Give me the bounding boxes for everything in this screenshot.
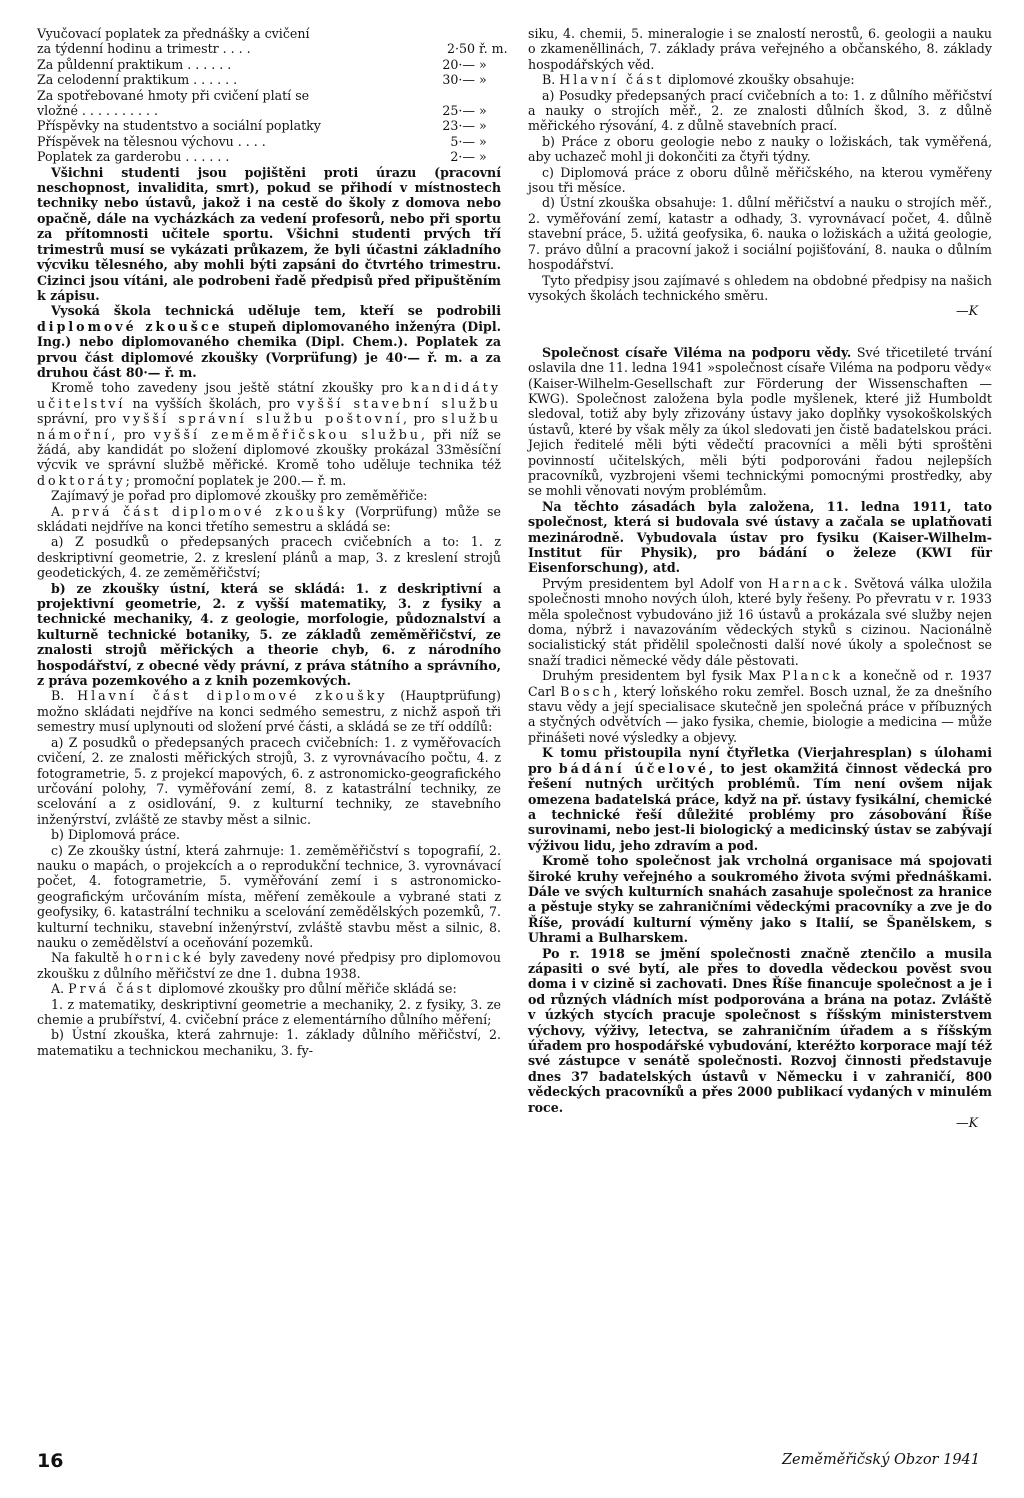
kwg-paragraph-5: K tomu přistoupila nyní čtyřletka (Vierjahresplan) s úlohami pro bádání účelové, to jest okamžitá činnost vědecká pro řešení nutných určitých problémů. Tím není ovšem nijak omezena badatelská práce, když na př. ústavy fysikální, chemické a technické řeší důležité problémy pro zásobování Říše surovinami, nebo jest-li biologický a medicinský ústav se zabývají výživou lidu, jeho zdravím a pod. (528, 745, 992, 853)
mining-part-a-items: 1. z matematiky, deskriptivní geometrie a mechaniky, 2. z fysiky, 3. ze chemie a prubířství, 4. cvičební práce z elementárního důlního měření; (37, 996, 501, 1027)
part-b-item-b: b) Diplomová práce. (51, 827, 181, 843)
mining-part-a-heading: A. Prvá část diplomové zkoušky pro důlní měřiče skládá se: (51, 981, 457, 997)
fee-row: Příspěvek na tělesnou výchovu . . . . 5·— » (37, 133, 487, 149)
fee-row: Za půldenní praktikum . . . . . . 20·— » (37, 56, 487, 72)
continued-text: siku, 4. chemii, 5. mineralogie i se znalostí nerostů, 6. geologii a nauku o zkameněllinách, 7. základy práva veřejného a občanského, 8. základy hospodářských věd. (528, 26, 992, 72)
part-a-item-b: b) ze zkoušky ústní, která se skládá: 1. z deskriptivní a projektivní geometrie, 2. z vyšší matematiky, 3. z fysiky a technické mechaniky, 4. z geologie, morfologie, půdoznalství a kulturně technické botaniky, 5. ze základů zeměměřičství, ze znalosti strojů měřických a theorie chyb, 6. z národního hospodářství, z obecné vědy právní, z práva státního a správního, z práva pozemkového a z knih pozemkových. (37, 580, 501, 689)
fee-row: Za spotřebované hmoty při cvičení platí se (37, 87, 310, 103)
mining-part-b-item-c: c) Diplomová práce z oboru důlně měřičského, na kterou vyměřeny jsou tři měsíce. (528, 164, 992, 196)
right-column (528, 26, 992, 1130)
article-divider (528, 319, 992, 345)
page-footer (37, 1450, 992, 1474)
fees-table (37, 41, 508, 165)
part-a-item-a: a) Z posudků o předepsaných pracech cvičebních a to: 1. z deskriptivní geometrie, 2. z kreslení plánů a map, 3. z kreslení strojů geodetických, 4. ze zeměměřičství; (37, 534, 501, 581)
left-column (37, 26, 508, 1058)
fee-row: Za celodenní praktikum . . . . . . 30·— » (37, 72, 487, 88)
mining-part-b-item-b: b) Práce z oboru geologie nebo z nauky o ložiskách, tak vyměřená, aby uchazeč mohl ji dokončiti za čtyři týdny. (528, 133, 992, 165)
kwg-paragraph-6: Kromě toho společnost jak vrcholná organisace má spojovati široké kruhy veřejného a soukromého života svými přednáškami. Dále ve svých kulturních snahách zasahuje společnost za hranice a pěstuje styky se zahraničními vědeckými pracovníky a zve je do Říše, provádí kulturní výměny jako s Italií, se Španělskem, s Uhrami a Bulharskem. (528, 853, 992, 946)
interest-paragraph: Zajímavý je pořad pro diplomové zkoušky pro zeměměřiče: (51, 488, 428, 504)
mining-part-b-item-d: d) Ústní zkouška obsahuje: 1. důlní měřičství a nauku o strojích měř., 2. vyměřování zemí, katastr a odhady, 3. vyrovnávací počet, 4. důlně stavební práce, 5. užitá geofysika, 6. nauka o ložiskách a užitá geologie, 7. právo důlní a pracovní jakož i sociální pojišťování, 8. nauka o důlním hospodářství. (528, 195, 992, 273)
fees-intro: Vyučovací poplatek za přednášky a cvičení (37, 26, 310, 41)
part-a-heading: A. prvá část diplomové zkoušky (Vorprüfung) může se skládati nejdříve na konci třetího semestru a skládá se: (37, 503, 501, 534)
mining-part-b-heading: B. Hlavní část diplomové zkoušky obsahuje: (542, 72, 855, 88)
insurance-paragraph: Všichni studenti jsou pojištěni proti úrazu (pracovní neschopnost, invalidita, smrt), pokud se přihodí v místnostech techniky nebo ústavů, jakož i na cestě do školy z domova nebo opačně, dále na vycházkách za vedení profesorů, nebo při sportu za přítomnosti učitele sportu. Všichni studenti prvých tří trimestrů musí se vykázati průkazem, že byli účastni základního výcviku tělesného, aby mohli býti zapsáni do čtvrtého trimestru. Cizinci jsou vítáni, ale podrobeni řadě předpisů před připuštěním k zápisu. (37, 164, 501, 303)
kwg-paragraph-7: Po r. 1918 se jmění společnosti značně ztenčilo a musila zápasiti o své bytí, ale přes to dovedla vědeckou pověst svou doma i v cizině si zachovati. Dnes Říše financuje společnost a je i od různých vládních míst podporována a brána na potaz. Zvláště v úzkých stycích pracuje společnost s říšským ministerstvem výchovy, výživy, letectva, se zahraničním úřadem a s říšským úřadem pro hospodářské vybudování, kteréžto korporace mají též své zástupce v senátě společnosti. Rozvoj činnosti představuje dnes 37 badatelských ústavů v Německu i v zahraničí, 800 vědeckých pracovníků a přes 2000 publikací vydaných v minulém roce. (528, 945, 992, 1115)
article-title: Společnost císaře Viléma na podporu vědy. (542, 344, 852, 360)
degree-paragraph: Vysoká škola technická uděluje tem, kteří se podrobili diplomové zkoušce stupeň diplomovaného inženýra (Dipl. Ing.) nebo diplomovaného chemika (Dipl. Chem.). Poplatek za prvou část diplomové zkoušky (Vorprüfung) je 40·— ř. m. a za druhou část 80·— ř. m. (37, 303, 501, 380)
mining-paragraph: Na fakultě hornické byly zavedeny nové předpisy pro diplomovou zkoušku z důlního měřičství ze dne 1. dubna 1938. (37, 950, 501, 981)
kwg-paragraph-2: Na těchto zásadách byla založena, 11. ledna 1911, tato společnost, která si budovala své ústavy a začala se uplatňovati mezinárodně. Vybudovala ústav pro fysiku (Kaiser-Wilhelm-Institut für Physik), pro bádání o železe (KWI für Eisenforschung), atd. (528, 498, 992, 576)
part-b-item-a: a) Z posudků o předepsaných pracech cvičebních: 1. z vyměřovacích cvičení, 2. ze znalosti měřických strojů, 3. z vyrovnávacího počtu, 4. z fotogrametrie, 5. z projekcí mapových, 6. z astronomicko-geografického určování polohy, 7. vyměřování zemí, 8. z katastrální techniky, ze scelování a z osidlování, 9. z kulturní techniky, ze stavebního inženýrství, zvláště ze stavby měst a silnic. (37, 734, 501, 827)
kwg-paragraph-4: Druhým presidentem byl fysik Max Planck a konečně od r. 1937 Carl Bosch, který loňského roku zemřel. Bosch uznal, že za dnešního stavu vědy a její specialisace skutečně jen společná práce v příbuzných a styčných odvětvích — jako fysika, chemie, biologie a medicina — může přinášeti nové výsledky a objevy. (528, 668, 992, 745)
regulations-paragraph: Tyto předpisy jsou zajímavé s ohledem na obdobné předpisy na našich vysokých školách technického směru. (528, 272, 992, 303)
fee-row: za týdenní hodinu a trimestr . . . . 2·50 ř. m. (37, 41, 508, 57)
part-b-heading: B. Hlavní část diplomové zkoušky (Hauptprüfung) možno skládati nejdříve na konci sedmého semestru, z nichž aspoň tři semestry musí uplynouti od složení prvé části, a skládá se ze tří oddílů: (37, 688, 501, 735)
fee-row: Poplatek za garderobu . . . . . . 2·— » (37, 149, 487, 165)
signature: —K (955, 1115, 978, 1131)
journal-name: Zeměměřičský Obzor 1941 (781, 1452, 980, 1468)
fee-row: vložné . . . . . . . . . . 25·— » (37, 103, 487, 119)
fee-row: Příspěvky na studentstvo a sociální poplatky 23·— » (37, 118, 487, 134)
mining-part-a-oral: b) Ústní zkouška, která zahrnuje: 1. základy důlního měřičství, 2. matematiku a technickou mechaniku, 3. fy- (37, 1027, 501, 1058)
part-b-item-c: c) Ze zkoušky ústní, která zahrnuje: 1. zeměměřičství s topografií, 2. nauku o mapách, o projekcích a o reprodukční technice, 3. vyrovnávací počet, 4. fotogrametrie, 5. vyměřování zemí i s astronomicko-geografickým určováním místa, měření zeměkoule a vybrané stati z geofysiky, 6. katastrální techniku a scelování zemědělských pozemků, 7. kulturní techniku, stavební inženýrství, zvláště stavbu měst a silnic, 8. nauku o zemědělství a oceňování pozemků. (37, 842, 501, 950)
kwg-article-lead: Společnost císaře Viléma na podporu vědy. Své třicetileté trvání oslavila dne 11. ledna 1941 »společnost císaře Viléma na podporu vědy« (Kaiser-Wilhelm-Gesellschaft zur Förderung der Wissenschaften — KWG). Společnost založena byla podle myšlenek, které již Humboldt sledoval, totiž aby byly zřizovány ústavy jako doplňky vysokoškolských ústavů, které by však měly za úkol sledovati jen čistě badatelskou práci. Jejich ředitelé měli býti vědečtí pracovníci a měli býti sproštěni povinností učitelských, měli býti podporováni řadou nejlepších pracovníků, vyzbrojeni všemi technickými pomocnými prostředky, aby se mohli věnovati novým problémům. (528, 344, 992, 499)
mining-part-b-item-a: a) Posudky předepsaných prací cvičebních a to: 1. z důlního měřičství a nauky o strojích měř., 2. ze znalosti důlních škod, 3. z důlně měřického rýsování, 4. z důlně stavebních prací. (528, 87, 992, 134)
kwg-paragraph-3: Prvým presidentem byl Adolf von Harnack. Světová válka uložila společnosti mnoho nových úloh, které byly řešeny. Po převratu v r. 1933 měla společnost vybudováno již 16 ústavů a prokázala své služby nejen doma, nýbrž i navazováním vědeckých styků s cizinou. Nacionálně socialistický stát přidělil společnosti další nové úkoly a společnost se snaží tradici německé vědy dále pěstovati. (528, 575, 992, 668)
page-number: 16 (37, 1450, 64, 1472)
signature: —K (955, 303, 978, 319)
state-exams-paragraph: Kromě toho zavedeny jsou ještě státní zkoušky pro kandidáty učitelství na vyšších školách, pro vyšší stavební službu správní, pro vyšší správní službu poštovní, pro službu námořní, pro vyšší zeměměřičskou službu, při níž se žádá, aby kandidát po složení diplomové zkoušky prokázal 33měsíční výcvik ve správní službě měřické. Kromě toho uděluje technika též doktoráty; promoční poplatek je 200.— ř. m. (37, 380, 501, 488)
